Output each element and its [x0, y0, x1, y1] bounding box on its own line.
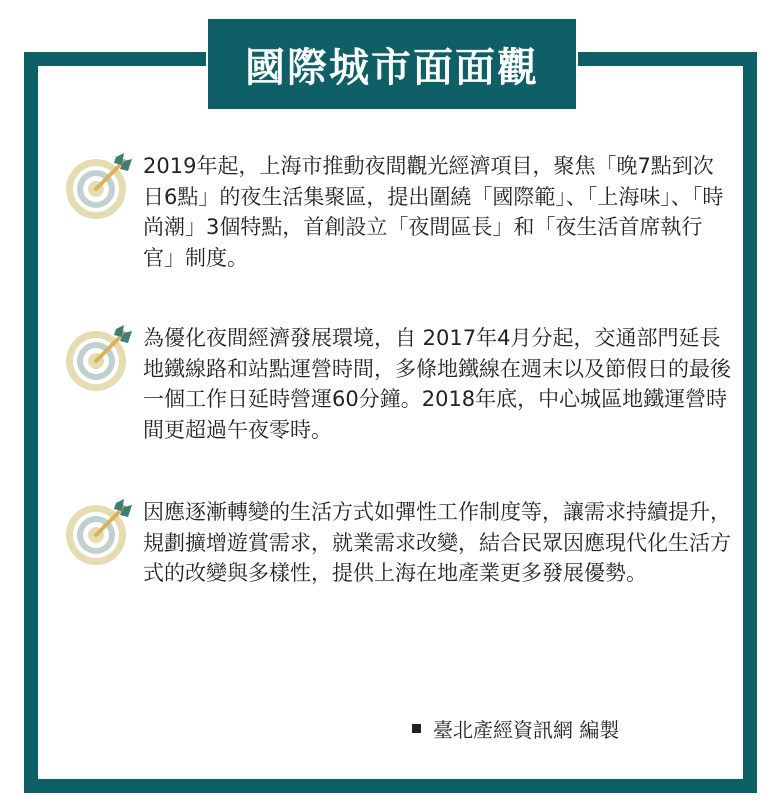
item-text: 2019年起，上海市推動夜間觀光經濟項目，聚焦「晚7點到次日6點」的夜生活集聚區，提出圍繞「國際範」、「上海味」、「時尚潮」3個特點，首創設立「夜間區長」和「夜生活首席執行官」制度。 [143, 154, 724, 270]
target-arrow-icon [64, 323, 134, 393]
square-bullet-icon [412, 724, 421, 733]
item-text: 為優化夜間經濟發展環境，自 2017年4月分起，交通部門延長地鐵線路和站點運營時間，多條地鐵線在週末以及節假日的最後一個工作日延時營運60分鐘。2018年底，中心城區地鐵運營時間更超過午夜零時。 [143, 326, 731, 442]
target-arrow-icon [64, 151, 134, 221]
footer-credit [412, 714, 619, 743]
title-banner [206, 17, 578, 111]
item-text: 因應逐漸轉變的生活方式如彈性工作制度等，讓需求持續提升，規劃擴增遊賞需求，就業需求改變，結合民眾因應現代化生活方式的改變與多樣性，提供上海在地產業更多發展優勢。 [143, 500, 731, 585]
page-title: 國際城市面面觀 [245, 44, 539, 91]
footer-text: 臺北產經資訊網 編製 [433, 718, 620, 742]
target-arrow-icon [64, 497, 134, 567]
